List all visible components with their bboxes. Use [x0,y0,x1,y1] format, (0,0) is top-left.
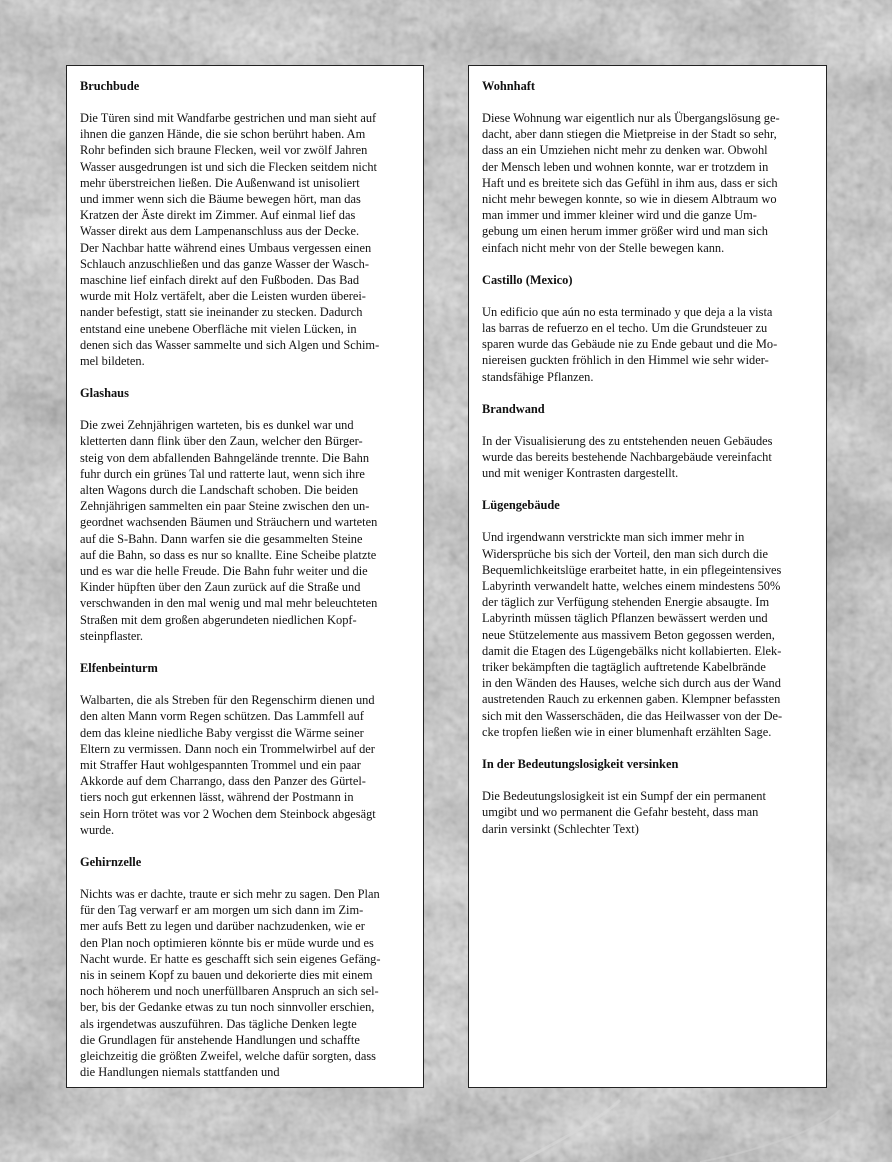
section-body: Die Türen sind mit Wandfarbe gestrichen und man sieht auf ihnen die ganzen Hände, die sie schon berührt haben. Am Rohr befinden sich braune Flecken, weil vor zwölf Jahren Wasser ausgedrungen ist und sich die Flecken seitdem nicht mehr überstreichen ließen. Die Außenwand ist unisoliert und immer wenn sich die Bäume bewegen hört, man das Kratzen der Äste direkt im Zimmer. Auf einmal lief das Wasser direkt aus dem Lampenanschluss aus der Decke. Der Nachbar hatte während eines Umbaus vergessen einen Schlauch anzuschließen und das ganze Wasser der Wasch- maschine lief einfach direkt auf den Fußboden. Das Bad wurde mit Holz vertäfelt, aber die Leisten wurden überei- nander befestigt, statt sie ineinander zu stecken. Dadurch entstand eine unebene Oberfläche mit vielen Lücken, in denen sich das Wasser sammelte und sich Algen und Schim- mel bildeten. [80,111,380,369]
section-bedeutungslosigkeit [482,756,814,837]
section-brandwand [482,401,814,482]
section-body: Nichts was er dachte, traute er sich mehr zu sagen. Den Plan für den Tag verwarf er am morgen um sich dann im Zim- mer aufs Bett zu legen und darüber nachzudenken, wie er den Plan noch optimieren könnte bis er müde wurde und es Nacht wurde. Er hatte es geschafft sich sein eigenes Gefäng- nis in seinem Kopf zu bauen und dekorierte dies mit einem noch höherem und noch unerfüllbaren Anspruch an sich sel- ber, bis der Gedanke etwas zu tun noch sinnvoller erschien, als irgendetwas auszuführen. Das tägliche Denken legte die Grundlagen für anstehende Handlungen und schaffte gleichzeitig die größten Zweifel, welche dafür sorgten, dass die Handlungen niemals stattfanden und [80,886,381,1080]
section-title: Bruchbude [80,79,140,93]
section-body: Die zwei Zehnjährigen warteten, bis es dunkel war und kletterten dann flink über den Zaun, welcher den Bürger- steig von dem abfallenden Bahngelände trennte. Die Bahn fuhr durch ein grünes Tal und ratterte laut, wenn sich ihre alten Wagons durch die Landschaft schoben. Die beiden Zehnjährigen sammelten ein paar Steine zwischen den un- geordnet wachsenden Bäumen und Sträuchern und warteten auf die S-Bahn. Dann warfen sie die gesammelten Steine auf die Bahn, so dass es nur so knallte. Eine Scheibe platzte und es war die helle Freude. Die Bahn fuhr weiter und die Kinder hüpften über den Zaun zurück auf die Straße und verschwanden in den mal wenig und mal mehr beleuchteten Straßen mit dem großen abgerundeten niedlichen Kopf- steinpflaster. [80,418,378,643]
section-castillo [482,272,814,385]
section-title: Brandwand [482,401,545,416]
section-title: Castillo (Mexico) [482,272,573,287]
section-title: Wohnhaft [482,79,536,93]
section-title: Elfenbeinturm [80,661,158,676]
section-wohnhaft [482,78,814,256]
section-title: Lügengebäude [482,498,560,513]
section-gehirnzelle [80,854,411,1080]
section-title: Gehirnzelle [80,854,142,869]
section-body: Un edificio que aún no esta terminado y que deja a la vista las barras de refuerzo en el techo. Um die Grundsteuer zu sparen wurde das Gebäude nie zu Ende gebaut und die Mo- niereisen guckten fröhlich in den Himmel wie sehr wider- standsfähige Pflanzen. [482,304,778,384]
section-body: Und irgendwann verstrickte man sich immer mehr in Widersprüche bis sich der Vorteil, den man sich durch die Bequemlichkeitslüge erarbeitet hatte, in ein pflegeintensives Labyrinth verwandelt hatte, welches einem mindestens 50% der täglich zur Verfügung stehenden Energie absaugte. Im Labyrinth müssen täglich Pflanzen bewässert werden und neue Stützelemente aus massivem Beton gegossen werden, damit die Etagen des Lügengebälks nicht kollabierten. Elek- triker bekämpften die tagtäglich auftretende Kabelbrände in den Wänden des Hauses, welche sich durch aus der Wand austretenden Rauch zu erkennen gaben. Klempner befassten sich mit den Wasserschäden, die das Heilwasser von der De- cke tropfen ließen wie in einer blumenhaft erzählten Sage. [482,530,783,739]
section-body: Walbarten, die als Streben für den Regenschirm dienen und den alten Mann vorm Regen schützen. Das Lammfell auf dem das kleine niedliche Baby vergisst die Wärme seiner Eltern zu vermissen. Dann noch ein Trommelwirbel auf der mit Straffer Haut wohlgespannten Trommel und ein paar Akkorde auf dem Charrango, dass den Panzer des Gürtel- tiers noch gut erkennen lässt, während der Postmann in sein Horn trötet was vor 2 Wochen dem Steinbock abgesägt wurde. [80,693,376,837]
section-bruchbude [80,78,411,369]
left-text-column [66,65,424,1088]
section-body: Diese Wohnung war eigentlich nur als Übergangslösung ge- dacht, aber dann stiegen die Mietpreise in der Stadt so sehr, dass an ein Umziehen nicht mehr zu denken war. Obwohl der Mensch leben und wohnen konnte, war er trotzdem in Haft und es breitete sich das Gefühl in ihm aus, dass er sich nicht mehr bewegen konnte, so wie in diesem Albtraum wo man immer und immer kleiner wird und die ganze Um- gebung um einen herum immer größer wird und man sich einfach nicht mehr von der Stelle bewegen kann. [482,111,780,255]
section-title: Glashaus [80,386,129,401]
section-glashaus [80,385,411,644]
section-body: In der Visualisierung des zu entstehenden neuen Gebäudes wurde das bereits bestehende Nachbargebäude vereinfacht und mit weniger Kontrasten dargestellt. [482,433,773,481]
right-text-column [468,65,827,1088]
section-luegengebaeude [482,497,814,740]
section-title: In der Bedeutungslosigkeit versinken [482,757,679,772]
section-body: Die Bedeutungslosigkeit ist ein Sumpf der ein permanent umgibt und wo permanent die Gefahr besteht, dass man darin versinkt (Schlechter Text) [482,789,766,836]
section-elfenbeinturm [80,660,411,838]
